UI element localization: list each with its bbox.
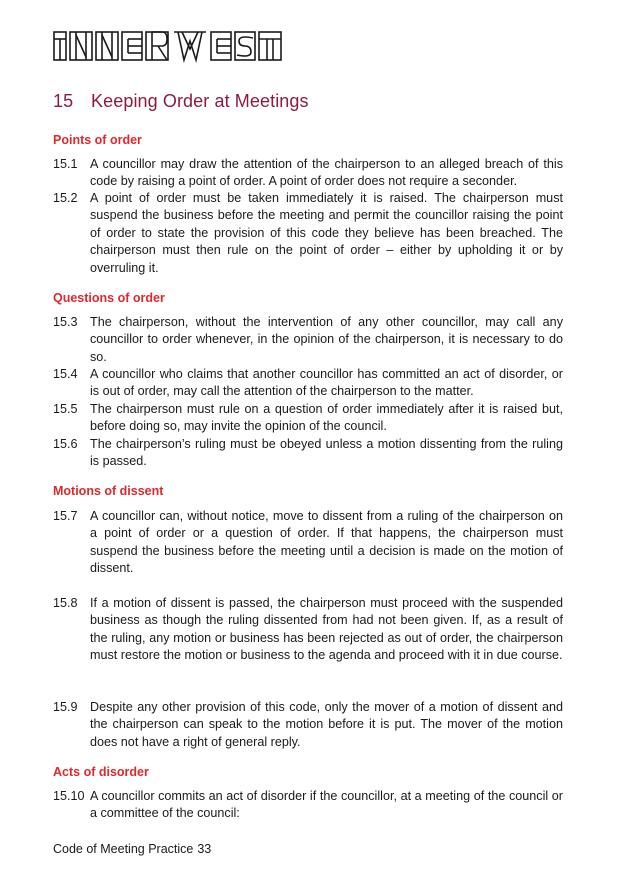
section-number: 15 — [53, 91, 74, 111]
clause-15-7 — [53, 508, 563, 578]
clause-text: A councillor who claims that another councillor has committed an act of disorder, or is out of order, may call the attention of the chairperson to the matter. — [90, 367, 563, 399]
clause-number: 15.9 — [53, 700, 78, 714]
clause-number: 15.3 — [53, 315, 78, 329]
clause-15-4 — [53, 366, 563, 401]
clause-number: 15.7 — [53, 509, 78, 523]
clause-number: 15.10 — [53, 789, 85, 803]
page-number: 33 — [197, 842, 212, 856]
clause-15-5 — [53, 401, 563, 436]
clause-number: 15.5 — [53, 402, 78, 416]
section-heading — [53, 91, 309, 112]
section-title: Keeping Order at Meetings — [91, 91, 309, 111]
clause-text: A councillor may draw the attention of the chairperson to an alleged breach of this code by raising a point of order. A point of order does not require a seconder. — [90, 157, 563, 189]
clause-text: A point of order must be taken immediately it is raised. The chairperson must suspend the business before the meeting and permit the councillor raising the point of order to state the provision of this code they believe has been breached. The chairperson must then rule on the point of order – either by upholding it or by overruling it. — [90, 191, 563, 275]
clause-15-8 — [53, 595, 563, 665]
clause-15-9 — [53, 699, 563, 751]
clause-text: A councillor can, without notice, move to dissent from a ruling of the chairperson on a point of order or a question of order. If that happens, the chairperson must suspend the business before the meeting until a decision is made on the motion of dissent. — [90, 509, 563, 576]
clause-15-10 — [53, 788, 563, 823]
clause-15-3 — [53, 314, 563, 366]
clause-15-1 — [53, 156, 563, 191]
clause-number: 15.8 — [53, 596, 78, 610]
inner-west-logo — [53, 29, 293, 63]
clause-number: 15.6 — [53, 437, 78, 451]
clause-text: A councillor commits an act of disorder if the councillor, at a meeting of the council or a committee of the council: — [90, 789, 563, 821]
clause-text: The chairperson, without the intervention of any other councillor, may call any councillor to order whenever, in the opinion of the chairperson, it is necessary to do so. — [90, 315, 563, 364]
subheading-acts-of-disorder: Acts of disorder — [53, 765, 149, 779]
clause-text: The chairperson must rule on a question of order immediately after it is raised but, before doing so, may invite the opinion of the council. — [90, 402, 563, 434]
footer-label: Code of Meeting Practice — [53, 842, 194, 856]
clause-number: 15.1 — [53, 157, 78, 171]
clause-15-6 — [53, 436, 563, 471]
clause-number: 15.4 — [53, 367, 78, 381]
clause-15-2 — [53, 190, 563, 277]
clause-text: If a motion of dissent is passed, the chairperson must proceed with the suspended business as though the ruling dissented from had not been given. If, as a result of the ruling, any motion or business has been rejected as out of order, the chairperson must restore the motion or business to the agenda and proceed with it in due course. — [90, 596, 563, 663]
subheading-points-of-order: Points of order — [53, 133, 142, 147]
clause-text: The chairperson’s ruling must be obeyed unless a motion dissenting from the ruling is passed. — [90, 437, 563, 469]
clause-number: 15.2 — [53, 191, 78, 205]
page-footer — [53, 842, 211, 856]
subheading-questions-of-order: Questions of order — [53, 291, 165, 305]
subheading-motions-of-dissent: Motions of dissent — [53, 484, 164, 498]
clause-text: Despite any other provision of this code, only the mover of a motion of dissent and the chairperson can speak to the motion before it is put. The mover of the motion does not have a right of general reply. — [90, 700, 563, 749]
